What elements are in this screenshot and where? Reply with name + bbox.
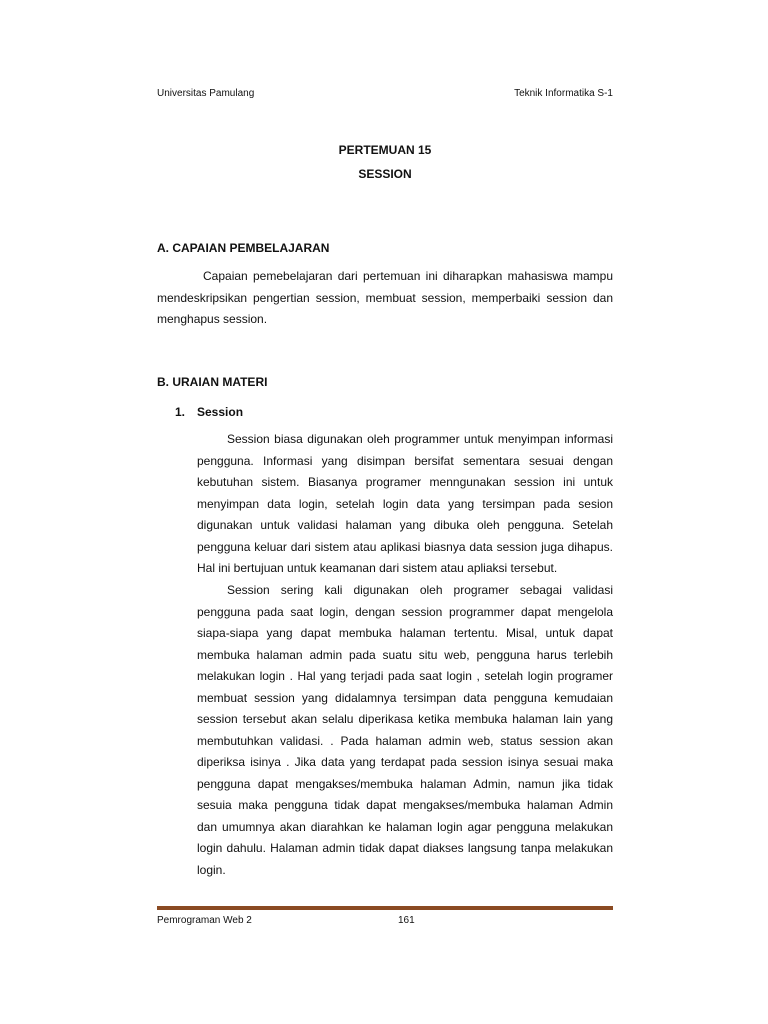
topic-title: SESSION — [358, 167, 412, 181]
header-university: Universitas Pamulang — [157, 88, 255, 99]
session-paragraph-2: Session sering kali digunakan oleh programer sebagai validasi pengguna pada saat login, dengan session programmer dapat mengelola siapa-siapa yang dapat membuka halaman tertentu. Misal, untuk dapat membuka halaman admin pada suatu situ web, pengguna harus terlebih melakukan login . Hal yang terjadi pada saat login , setelah login programer membuat session yang didalamnya tersimpan data pengguna kemudaian session tersebut akan selalu diperikasa ketika membuka halaman lain yang membutuhkan validasi. . Pada halaman admin web, status session akan diperiksa isinya . Jika data yang terdapat pada session isinya sesuai maka pengguna dapat mengakses/membuka halaman Admin, namun jika tidak sesuia maka pengguna tidak dapat mengakses/membuka halaman Admin dan umumnya akan diarahkan ke halaman login agar pengguna melakukan login dahulu. Halaman admin tidak dapat diakses langsung tanpa melakukan login. — [197, 583, 613, 877]
header-program: Teknik Informatika S-1 — [514, 88, 613, 99]
subsection-title: Session — [197, 405, 244, 419]
footer-divider — [157, 906, 613, 910]
section-a-heading: A. CAPAIAN PEMBELAJARAN — [157, 241, 330, 255]
subsection-number: 1. — [175, 405, 186, 419]
session-paragraph-1: Session biasa digunakan oleh programmer untuk menyimpan informasi pengguna. Informasi yang disimpan bersifat sementara sesuai dengan kebutuhan sistem. Biasanya programer menngunakan session ini untuk menyimpan data login, setelah login data yang tersimpan pada sesion digunakan untuk validasi halaman yang dibuka oleh pengguna. Setelah pengguna keluar dari sistem atau aplikasi biasnya data session juga dihapus. Hal ini bertujuan untuk keamanan dari sistem atau apliaksi tersebut. — [197, 432, 613, 575]
page-number: 161 — [398, 915, 415, 926]
section-b-heading: B. URAIAN MATERI — [157, 375, 268, 389]
footer-course: Pemrograman Web 2 — [157, 915, 252, 926]
section-a-paragraph: Capaian pemebelajaran dari pertemuan ini diharapkan mahasiswa mampu mendeskripsikan pengertian session, membuat session, memperbaiki session dan menghapus session. — [157, 269, 613, 326]
meeting-title: PERTEMUAN 15 — [338, 143, 432, 157]
